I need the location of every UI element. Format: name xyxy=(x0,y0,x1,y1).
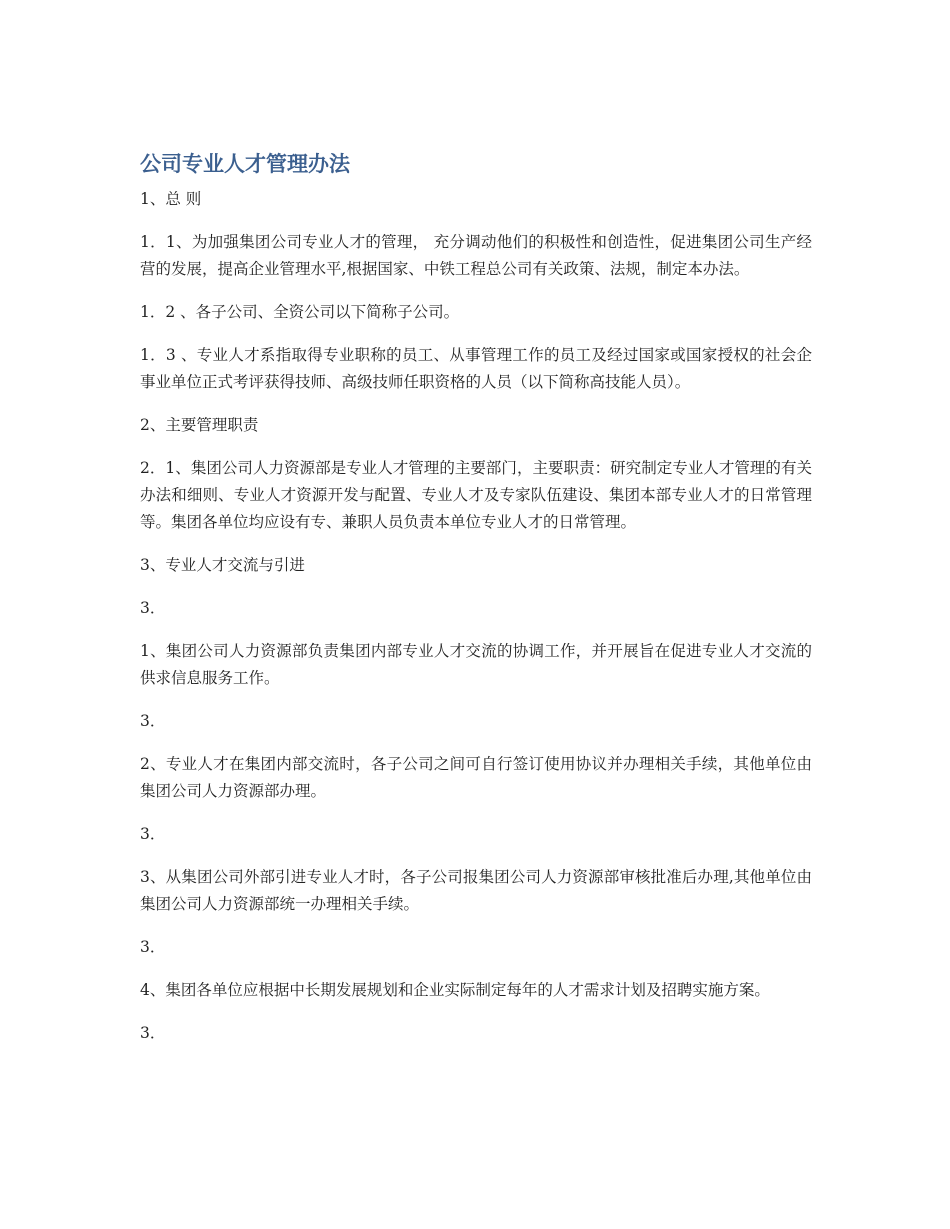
paragraph: 1．3 、专业人才系指取得专业职称的员工、从事管理工作的员工及经过国家或国家授权的社会企事业单位正式考评获得技师、高级技师任职资格的人员（以下简称高技能人员）。 xyxy=(140,346,812,391)
paragraph: 3． xyxy=(140,938,166,956)
paragraph: 3、从集团公司外部引进专业人才时，各子公司报集团公司人力资源部审核批准后办理,其他单位由集团公司人力资源部统一办理相关手续。 xyxy=(140,868,812,913)
paragraph: 3、专业人才交流与引进 xyxy=(140,556,305,574)
document-page xyxy=(140,148,812,1063)
document-title: 公司专业人才管理办法 xyxy=(140,152,350,176)
paragraph: 2、专业人才在集团内部交流时，各子公司之间可自行签订使用协议并办理相关手续，其他单位由集团公司人力资源部办理。 xyxy=(140,755,812,800)
paragraph: 1、总 则 xyxy=(140,190,202,208)
paragraph: 3． xyxy=(140,599,166,617)
paragraph: 3． xyxy=(140,1024,166,1042)
paragraph: 1、集团公司人力资源部负责集团内部专业人才交流的协调工作，并开展旨在促进专业人才交流的供求信息服务工作。 xyxy=(140,642,812,687)
paragraph: 2、主要管理职责 xyxy=(140,416,259,434)
paragraph: 3． xyxy=(140,712,166,730)
paragraph: 1．2 、各子公司、全资公司以下简称子公司。 xyxy=(140,303,460,321)
paragraph: 2．1、集团公司人力资源部是专业人才管理的主要部门，主要职责：研究制定专业人才管理的有关办法和细则、专业人才资源开发与配置、专业人才及专家队伍建设、集团本部专业人才的日常管理等。集团各单位均应设有专、兼职人员负责本单位专业人才的日常管理。 xyxy=(140,459,812,531)
paragraph: 4、集团各单位应根据中长期发展规划和企业实际制定每年的人才需求计划及招聘实施方案。 xyxy=(140,981,770,999)
paragraph: 1．1、为加强集团公司专业人才的管理， 充分调动他们的积极性和创造性，促进集团公司生产经营的发展，提高企业管理水平,根据国家、中铁工程总公司有关政策、法规，制定本办法。 xyxy=(140,233,812,278)
paragraph: 3． xyxy=(140,825,166,843)
